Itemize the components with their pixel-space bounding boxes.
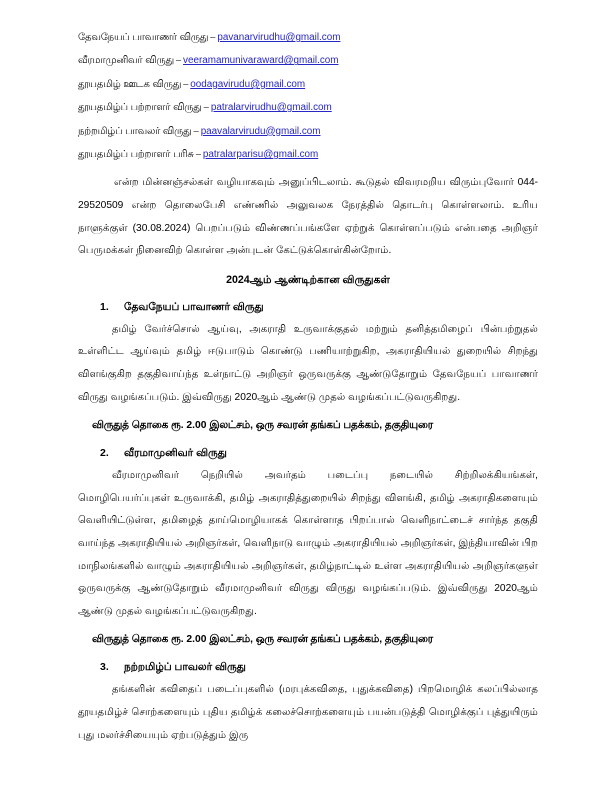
contact-email-link[interactable]: veeramamunivaraward@gmail.com xyxy=(183,55,339,67)
contact-label: தூயதமிழ்ப் பற்றாளர் பரிசு xyxy=(78,149,194,161)
award-number: 3. xyxy=(100,661,109,674)
page-title: 2024ஆம் ஆண்டிற்கான விருதுகள் xyxy=(226,273,390,286)
award-heading-2 xyxy=(78,441,538,465)
contact-email-link[interactable]: pavanarvirudhu@gmail.com xyxy=(217,32,341,43)
contact-row xyxy=(78,73,538,96)
contact-separator: – xyxy=(195,149,201,161)
contact-separator: – xyxy=(175,55,182,67)
award-heading-3 xyxy=(78,655,538,679)
contact-separator: – xyxy=(183,78,189,90)
award-prize-2: விருதுத் தொகை ரூ. 2.00 இலட்சம், ஒரு சவரன் தங்கப் பதக்கம், தகுதியுரை xyxy=(92,634,434,646)
contact-email-link[interactable]: patralarvirudhu@gmail.com xyxy=(210,102,332,114)
award-name: வீரமாமுனிவர் விருது xyxy=(124,447,227,460)
contact-row xyxy=(78,49,538,72)
award-name: நற்றமிழ்ப் பாவலர் விருது xyxy=(124,661,246,674)
contact-email-link[interactable]: paavalarvirudu@gmail.com xyxy=(200,125,321,137)
award-heading-1 xyxy=(78,295,538,319)
contact-label: தேவநேயப் பாவாணர் விருது xyxy=(78,32,209,43)
award-body-1: தமிழ் வேர்ச்சொல் ஆய்வு, அகராதி உருவாக்குதல் மற்றும் தனித்தமிழைப் பின்பற்றுதல் உள்ளிட்ட ஆய்வும் தமிழ் ஈடுபாடும் கொண்டு பணியாற்றுகிற, அகராதியியல் துறையில் சிறந்து விளங்குகிற தகுதிவாய்ந்த உள்நாட்டு அறிஞர் ஒருவருக்கு ஆண்டுதோறும் தேவநேயப் பாவாணர் விருது வழங்கப்படும். இவ்விருது 2020ஆம் ஆண்டு முதல் வழங்கப்பட்டுவருகிறது. xyxy=(78,323,538,403)
award-number: 2. xyxy=(100,447,109,460)
intro-paragraph: என்ற மின்னஞ்சல்கள் வழியாகவும் அனுப்பிடலாம். கூடுதல் விவரமறிய விரும்புவோர் 044- 29520509 என்ற தொலைபேசி எண்ணில் அலுவலக நேரத்தில் தொடர்பு கொள்ளலாம். உரிய நாளுக்குள் (30.08.2024) பெறப்படும் விண்ணப்பங்களே ஏற்றுக் கொள்ளப்படும் என்பதை அறிஞர் பெருமக்கள் நினைவிற் கொள்ள அன்புடன் கேட்டுக்கொள்கின்றோம். xyxy=(78,177,538,257)
contact-label: தூயதமிழ் ஊடக விருது xyxy=(78,78,182,90)
award-number: 1. xyxy=(100,300,109,313)
contact-separator: – xyxy=(210,32,216,43)
award-name: தேவநேயப் பாவாணர் விருது xyxy=(124,300,264,313)
contact-email-link[interactable]: patralarparisu@gmail.com xyxy=(202,149,319,161)
contact-email-list xyxy=(78,26,538,166)
contact-email-link[interactable]: oodagavirudu@gmail.com xyxy=(190,78,306,90)
award-body-3: தங்களின் கவிதைப் படைப்புகளில் (மரபுக்கவிதை, புதுக்கவிதை) பிறமொழிக் கலப்பில்லாத தூயதமிழ்ச் சொற்களையும் புதிய தமிழ்க் கலைச்சொற்களையும் பயன்படுத்தி மொழிக்குப் புத்துயிரும் புது மலர்ச்சியையும் ஏற்படுத்தும் இரு xyxy=(78,684,538,741)
contact-label: தூயதமிழ்ப் பற்றாளர் விருது xyxy=(78,102,202,114)
contact-separator: – xyxy=(203,102,209,114)
award-prize-1: விருதுத் தொகை ரூ. 2.00 இலட்சம், ஒரு சவரன் தங்கப் பதக்கம், தகுதியுரை xyxy=(92,420,434,432)
contact-row xyxy=(78,143,538,166)
contact-label: வீரமாமுனிவர் விருது xyxy=(78,55,174,67)
contact-label: நற்றமிழ்ப் பாவலர் விருது xyxy=(78,125,192,137)
award-body-2: வீரமாமுனிவர் நெறியில் அவர்தம் படைப்பு நடையில் சிற்றிலக்கியங்கள், மொழிபெயர்ப்புகள் உருவாக்கி, தமிழ் அகராதித்துறையில் சிறந்து விளங்கி, தமிழ் அகராதிகளையும் வெளியிட்டுள்ள, தமிழைத் தாய்மொழியாகக் கொள்ளாத பிறப்பால் வெளிநாட்டைச் சார்ந்த தகுதி வாய்ந்த அகராதியியல் அறிஞர்கள், வெளிநாடு வாழும் அகராதியியல் அறிஞர்கள், இந்தியாவின் பிற மாநிலங்களில் வாழும் அகராதியியல் அறிஞர்கள், தமிழ்நாட்டில் உள்ள அகராதியியல் அறிஞர்களுள் ஒருவருக்கு ஆண்டுதோறும் வீரமாமுனிவர் விருது விருது வழங்கப்படும். இவ்விருது 2020ஆம் ஆண்டு முதல் வழங்கப்பட்டுவருகிறது. xyxy=(78,470,538,617)
contact-separator: – xyxy=(193,125,199,137)
contact-row xyxy=(78,96,538,119)
contact-row xyxy=(78,26,538,49)
contact-row xyxy=(78,120,538,143)
